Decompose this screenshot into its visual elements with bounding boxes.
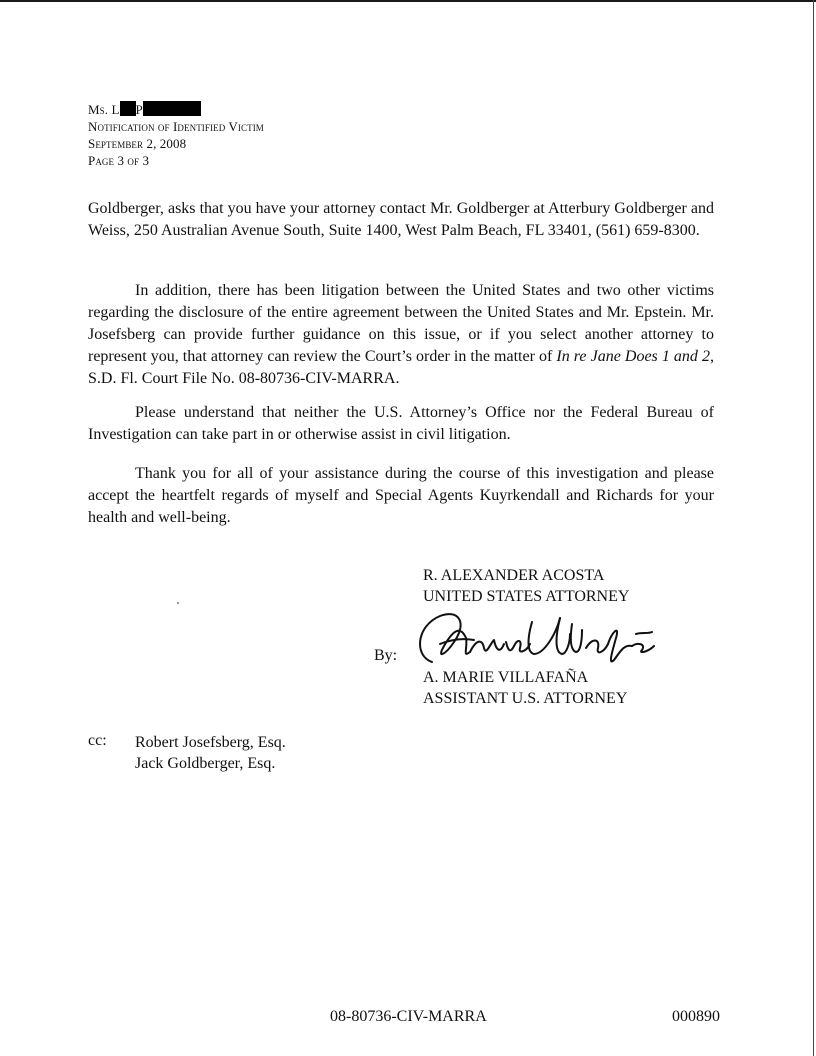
signer-name: A. MARIE VILLAFAÑA (423, 669, 589, 686)
attorney-title: UNITED STATES ATTORNEY (423, 588, 630, 605)
scan-speck (177, 602, 179, 604)
paragraph-civil-litigation: Please understand that neither the U.S. Attorney’s Office nor the Federal Bureau of Investigation can take part in or otherwise assist in civil litigation. (88, 404, 714, 443)
letter-subject: Notification of Identified Victim (88, 119, 264, 134)
attorney-name: R. ALEXANDER ACOSTA (423, 567, 605, 584)
footer-case-number: 08-80736-CIV-MARRA (330, 1008, 487, 1025)
paragraph-thanks: Thank you for all of your assistance during the course of this investigation and please accept the heartfelt regards of myself and Special Agents Kuyrkendall and Richards for your health and well-being. (88, 465, 714, 526)
signature-block (423, 565, 629, 607)
cc-recipient: Robert Josefsberg, Esq. (135, 734, 286, 751)
recipient-name-prefix: Ms. L (88, 102, 120, 117)
paragraph-litigation-end: , S.D. Fl. Court File No. 08-80736-CIV-MARRA. (88, 348, 714, 387)
letter-page-number: Page 3 of 3 (88, 153, 150, 168)
cc-recipient: Jack Goldberger, Esq. (135, 755, 276, 772)
paragraph-attorney-contact: Goldberger, asks that you have your attorney contact Mr. Goldberger at Atterbury Goldberger and Weiss, 250 Australian Avenue South, Suite 1400, West Palm Beach, FL 33401, (561) 659-8300. (88, 200, 714, 239)
cc-list (135, 732, 286, 774)
recipient-name-middle: P (135, 102, 143, 117)
letter-header (88, 101, 264, 169)
letter-date: September 2, 2008 (88, 136, 187, 151)
paragraph-litigation (88, 280, 714, 390)
recipient-name-line (88, 101, 264, 118)
paragraph-litigation-text: In addition, there has been litigation between the United States and two other victims regarding the disclosure of the entire agreement between the United States and Mr. Epstein. Mr. Josefsberg can provide further guidance on this issue, or if you select another attorney to represent you, that attorney can review the Court’s order in the matter of (88, 282, 714, 365)
case-name: In re Jane Does 1 and 2 (556, 348, 710, 365)
signer-block (423, 667, 627, 709)
cc-label: cc: (88, 732, 107, 749)
signer-title: ASSISTANT U.S. ATTORNEY (423, 690, 628, 707)
redaction-bar (120, 101, 136, 116)
scan-edge-right (813, 0, 814, 1056)
handwritten-signature (410, 604, 670, 674)
footer-bates-number: 000890 (672, 1008, 720, 1025)
scan-edge-top (0, 0, 816, 2)
by-label: By: (374, 647, 398, 664)
redaction-bar (143, 101, 201, 116)
